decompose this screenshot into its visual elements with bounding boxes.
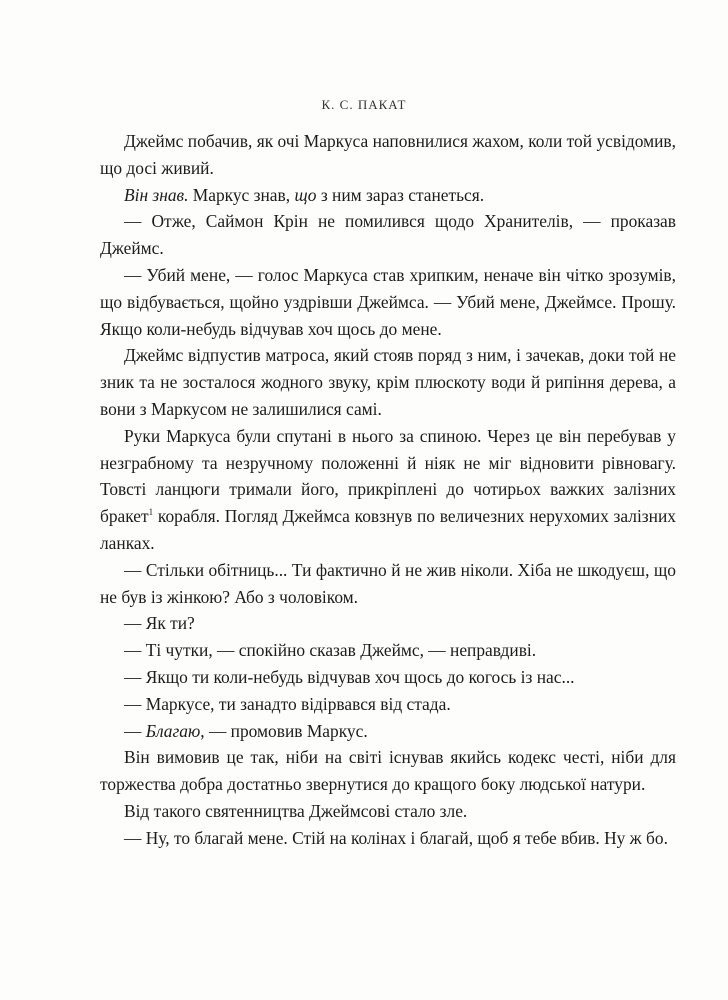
text-run: — Як ти? xyxy=(124,613,195,634)
italic-text: що xyxy=(294,184,317,205)
text-run: — Отже, Саймон Крін не помилився щодо Хранителів, — проказав Джеймс. xyxy=(100,211,676,259)
italic-text: Він знав. xyxy=(124,184,189,205)
text-run: — Убий мене, — голос Маркуса став хрипким, неначе він чітко зрозумів, що відбувається, щойно уздрівши Джеймса. — Убий мене, Джеймсе. Прошу. Якщо коли-небудь відчував хоч щось до мене. xyxy=(100,264,676,339)
text-run: Джеймс відпустив матроса, який стояв поряд з ним, і зачекав, доки той не зник та не зосталося жодного звуку, крім плюскоту води й рипіння дерева, а вони з Маркусом не залишилися самі. xyxy=(100,345,676,419)
text-run: — Якщо ти коли-небудь відчував хоч щось до когось із нас... xyxy=(124,666,575,687)
paragraph xyxy=(100,128,676,182)
text-run: корабля. Погляд Джеймса ковзнув по величезних нерухомих залізних ланках. xyxy=(100,506,676,553)
paragraph xyxy=(100,182,676,209)
paragraph xyxy=(100,342,676,422)
text-run: Від такого святенництва Джеймсові стало зле. xyxy=(124,800,468,821)
paragraph xyxy=(100,262,676,342)
paragraph xyxy=(100,798,676,825)
body-text xyxy=(100,128,676,852)
paragraph xyxy=(100,744,676,798)
paragraph xyxy=(100,825,676,852)
text-run: Він вимовив це так, ніби на світі існував якийсь кодекс честі, ніби для торжества добра достатньо звернутися до кращого боку людської натури. xyxy=(100,747,676,795)
paragraph xyxy=(100,610,676,637)
text-run: Маркус знав, xyxy=(188,184,295,205)
text-run: — Ті чутки, — спокійно сказав Джеймс, — неправдиві. xyxy=(124,640,537,661)
text-run: — Маркусе, ти занадто відірвався від стада. xyxy=(124,693,451,714)
footnote-marker: 1 xyxy=(148,507,154,518)
paragraph xyxy=(100,557,676,611)
text-run: , — промовив Маркус. xyxy=(200,720,368,741)
paragraph xyxy=(100,637,676,664)
text-run: з ним зараз станеться. xyxy=(316,184,485,205)
italic-text: Благаю xyxy=(145,720,201,741)
paragraph xyxy=(100,718,676,745)
running-head: К. С. ПАКАТ xyxy=(321,97,407,112)
text-run: Руки Маркуса були спутані в нього за спиною. Через це він перебував у незграбному та незручному положенні й ніяк не міг відновити рівновагу. Товсті ланцюги тримали його, прикріплені до чотирьох важких залізних бракет xyxy=(100,425,676,527)
paragraph xyxy=(100,208,676,262)
text-run: Джеймс побачив, як очі Маркуса наповнилися жахом, коли той усвідомив, що досі живий. xyxy=(100,131,676,178)
paragraph xyxy=(100,423,676,557)
paragraph xyxy=(100,664,676,691)
text-run: — Ну, то благай мене. Стій на колінах і благай, щоб я тебе вбив. Ну ж бо. xyxy=(124,827,668,848)
paragraph xyxy=(100,691,676,718)
text-run: — Стільки обітниць... Ти фактично й не жив ніколи. Хіба не шкодуєш, що не був із жінкою? Або з чоловіком. xyxy=(100,559,676,607)
text-run: — xyxy=(124,720,146,741)
